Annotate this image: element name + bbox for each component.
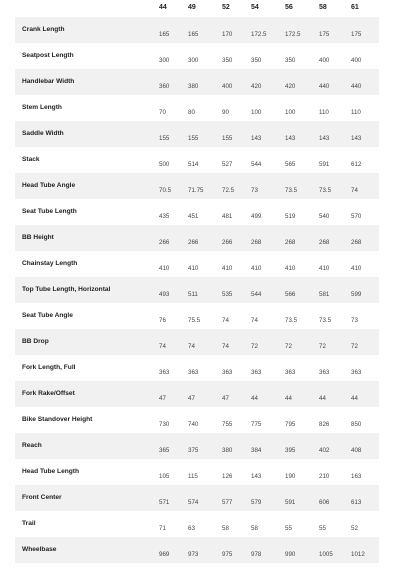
table-cell: 365	[159, 447, 170, 454]
table-cell: 973	[188, 551, 199, 558]
table-cell: 58	[222, 525, 229, 532]
table-cell: 105	[159, 473, 170, 480]
table-cell: 74	[251, 317, 258, 324]
table-cell: 493	[159, 291, 170, 298]
table-cell: 380	[188, 83, 199, 90]
table-cell: 268	[351, 239, 362, 246]
table-cell: 375	[188, 447, 199, 454]
table-cell: 574	[188, 499, 199, 506]
table-cell: 540	[319, 213, 330, 220]
table-cell: 978	[251, 551, 262, 558]
table-body	[15, 17, 379, 563]
table-cell: 410	[351, 265, 362, 272]
table-cell: 55	[319, 525, 326, 532]
table-cell: 544	[251, 161, 262, 168]
table-cell: 44	[319, 395, 326, 402]
table-cell: 384	[251, 447, 262, 454]
table-cell: 47	[222, 395, 229, 402]
table-cell: 400	[319, 57, 330, 64]
table-row	[15, 251, 379, 277]
table-cell: 410	[188, 265, 199, 272]
row-label: Handlebar Width	[22, 78, 75, 85]
table-cell: 55	[285, 525, 292, 532]
table-cell: 1012	[351, 551, 365, 558]
table-cell: 115	[188, 473, 198, 480]
table-cell: 581	[319, 291, 330, 298]
table-cell: 826	[319, 421, 330, 428]
table-cell: 410	[222, 265, 233, 272]
table-cell: 519	[285, 213, 296, 220]
table-cell: 165	[188, 31, 199, 38]
table-cell: 175	[319, 31, 330, 38]
table-cell: 44	[351, 395, 358, 402]
row-label: Top Tube Length, Horizontal	[22, 286, 111, 293]
table-cell: 74	[188, 343, 195, 350]
table-cell: 143	[251, 135, 262, 142]
table-row	[15, 329, 379, 355]
row-label: Reach	[22, 442, 42, 449]
column-header-size-54: 54	[251, 4, 259, 11]
table-cell: 535	[222, 291, 233, 298]
table-cell: 71	[159, 525, 166, 532]
table-cell: 527	[222, 161, 233, 168]
table-cell: 73.5	[285, 317, 298, 324]
table-cell: 400	[351, 57, 362, 64]
table-cell: 395	[285, 447, 296, 454]
table-row	[15, 225, 379, 251]
table-cell: 268	[251, 239, 262, 246]
table-cell: 52	[351, 525, 358, 532]
table-cell: 100	[285, 109, 296, 116]
table-cell: 606	[319, 499, 330, 506]
table-cell: 74	[222, 343, 229, 350]
geometry-table	[15, 0, 379, 563]
table-cell: 755	[222, 421, 233, 428]
table-cell: 63	[188, 525, 195, 532]
column-header-size-58: 58	[319, 4, 327, 11]
table-cell: 73	[251, 187, 258, 194]
row-label: Fork Length, Full	[22, 364, 76, 371]
table-cell: 420	[251, 83, 262, 90]
table-row	[15, 433, 379, 459]
row-label: Stem Length	[22, 104, 62, 111]
table-cell: 566	[285, 291, 296, 298]
table-cell: 70	[159, 109, 166, 116]
row-label: Seat Tube Angle	[22, 312, 73, 319]
table-cell: 544	[251, 291, 262, 298]
table-cell: 363	[351, 369, 362, 376]
table-row	[15, 147, 379, 173]
table-cell: 266	[188, 239, 199, 246]
row-label: Chainstay Length	[22, 260, 78, 267]
table-cell: 143	[285, 135, 296, 142]
table-cell: 155	[188, 135, 199, 142]
table-cell: 73	[351, 317, 358, 324]
row-label: BB Drop	[22, 338, 49, 345]
row-label: Head Tube Angle	[22, 182, 76, 189]
table-cell: 363	[285, 369, 296, 376]
table-row	[15, 95, 379, 121]
table-cell: 740	[188, 421, 199, 428]
table-cell: 500	[159, 161, 170, 168]
table-row	[15, 199, 379, 225]
table-row	[15, 511, 379, 537]
table-cell: 435	[159, 213, 170, 220]
row-label: Front Center	[22, 494, 62, 501]
table-cell: 300	[188, 57, 199, 64]
table-row	[15, 43, 379, 69]
table-cell: 599	[351, 291, 362, 298]
table-row	[15, 173, 379, 199]
table-cell: 850	[351, 421, 362, 428]
table-row	[15, 303, 379, 329]
table-cell: 143	[251, 473, 262, 480]
table-cell: 420	[285, 83, 296, 90]
table-cell: 72	[285, 343, 292, 350]
table-cell: 210	[319, 473, 330, 480]
row-label: Seatpost Length	[22, 52, 74, 59]
row-label: Wheelbase	[22, 546, 57, 553]
table-row	[15, 17, 379, 43]
table-cell: 570	[351, 213, 362, 220]
row-label: Bike Standover Height	[22, 416, 93, 423]
table-cell: 172.5	[251, 31, 267, 38]
table-cell: 72	[319, 343, 326, 350]
table-cell: 172.5	[285, 31, 301, 38]
table-cell: 440	[319, 83, 330, 90]
table-cell: 73.5	[285, 187, 298, 194]
table-row	[15, 121, 379, 147]
table-cell: 155	[222, 135, 233, 142]
table-cell: 155	[159, 135, 170, 142]
table-cell: 363	[188, 369, 199, 376]
table-cell: 363	[159, 369, 170, 376]
column-header-size-44: 44	[159, 4, 167, 11]
table-cell: 266	[159, 239, 170, 246]
table-cell: 72.5	[222, 187, 235, 194]
table-cell: 499	[251, 213, 262, 220]
table-cell: 74	[351, 187, 358, 194]
table-cell: 591	[319, 161, 330, 168]
table-cell: 451	[188, 213, 199, 220]
table-cell: 400	[222, 83, 233, 90]
table-row	[15, 355, 379, 381]
table-cell: 73.5	[319, 317, 332, 324]
table-cell: 175	[351, 31, 362, 38]
table-cell: 410	[251, 265, 262, 272]
row-label: Head Tube Length	[22, 468, 80, 475]
table-cell: 100	[251, 109, 262, 116]
table-cell: 47	[188, 395, 195, 402]
table-cell: 514	[188, 161, 199, 168]
table-cell: 775	[251, 421, 262, 428]
table-cell: 571	[159, 499, 170, 506]
table-cell: 110	[319, 109, 329, 116]
table-row	[15, 277, 379, 303]
table-cell: 410	[159, 265, 170, 272]
table-cell: 143	[319, 135, 330, 142]
table-cell: 969	[159, 551, 170, 558]
table-cell: 408	[351, 447, 362, 454]
table-row	[15, 407, 379, 433]
table-cell: 363	[251, 369, 262, 376]
table-cell: 481	[222, 213, 233, 220]
table-cell: 75.5	[188, 317, 201, 324]
table-row	[15, 485, 379, 511]
table-row	[15, 537, 379, 563]
table-cell: 579	[251, 499, 262, 506]
table-cell: 410	[285, 265, 296, 272]
table-cell: 74	[159, 343, 166, 350]
table-cell: 110	[351, 109, 361, 116]
row-label: Stack	[22, 156, 40, 163]
table-cell: 363	[222, 369, 233, 376]
table-cell: 44	[285, 395, 292, 402]
table-cell: 511	[188, 291, 198, 298]
column-header-size-49: 49	[188, 4, 196, 11]
table-cell: 47	[159, 395, 166, 402]
table-cell: 577	[222, 499, 233, 506]
row-label: Saddle Width	[22, 130, 64, 137]
table-cell: 90	[222, 109, 229, 116]
table-cell: 380	[222, 447, 233, 454]
table-row	[15, 459, 379, 485]
column-header-size-52: 52	[222, 4, 230, 11]
table-cell: 165	[159, 31, 170, 38]
table-cell: 71.75	[188, 187, 204, 194]
table-cell: 126	[222, 473, 233, 480]
row-label: Crank Length	[22, 26, 65, 33]
table-cell: 190	[285, 473, 296, 480]
table-cell: 795	[285, 421, 296, 428]
table-cell: 350	[285, 57, 296, 64]
row-label: Fork Rake/Offset	[22, 390, 75, 397]
table-cell: 612	[351, 161, 362, 168]
table-cell: 1005	[319, 551, 333, 558]
table-cell: 990	[285, 551, 296, 558]
row-label: Seat Tube Length	[22, 208, 77, 215]
table-cell: 975	[222, 551, 233, 558]
table-cell: 44	[251, 395, 258, 402]
table-cell: 730	[159, 421, 170, 428]
table-row	[15, 69, 379, 95]
table-cell: 410	[319, 265, 330, 272]
table-cell: 360	[159, 83, 170, 90]
table-cell: 591	[285, 499, 296, 506]
table-cell: 440	[351, 83, 362, 90]
table-cell: 163	[351, 473, 362, 480]
table-cell: 268	[319, 239, 330, 246]
table-cell: 300	[159, 57, 170, 64]
table-cell: 268	[285, 239, 296, 246]
column-header-size-56: 56	[285, 4, 293, 11]
table-cell: 565	[285, 161, 296, 168]
table-cell: 363	[319, 369, 330, 376]
table-cell: 72	[351, 343, 358, 350]
table-cell: 143	[351, 135, 362, 142]
row-label: Trail	[22, 520, 36, 527]
table-cell: 74	[222, 317, 229, 324]
table-cell: 170	[222, 31, 233, 38]
table-cell: 266	[222, 239, 233, 246]
header-row	[15, 0, 379, 17]
table-cell: 350	[251, 57, 262, 64]
table-cell: 72	[251, 343, 258, 350]
table-cell: 76	[159, 317, 166, 324]
table-cell: 402	[319, 447, 330, 454]
table-cell: 350	[222, 57, 233, 64]
table-row	[15, 381, 379, 407]
table-cell: 80	[188, 109, 195, 116]
column-header-size-61: 61	[351, 4, 359, 11]
row-label: BB Height	[22, 234, 54, 241]
table-cell: 613	[351, 499, 362, 506]
table-cell: 73.5	[319, 187, 332, 194]
table-cell: 70.5	[159, 187, 172, 194]
table-cell: 58	[251, 525, 258, 532]
